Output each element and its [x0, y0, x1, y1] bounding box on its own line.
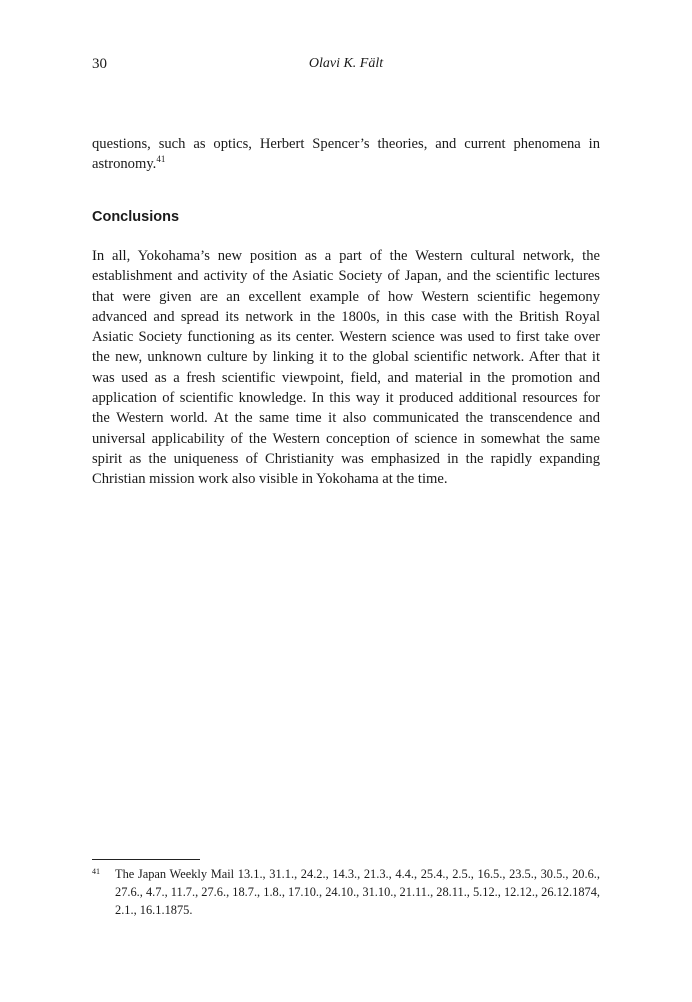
footnote — [92, 865, 600, 919]
footnote-divider — [92, 859, 200, 860]
paragraph-continued — [92, 134, 600, 175]
footnote-reference[interactable]: 41 — [156, 154, 166, 165]
running-head: Olavi K. Fält — [308, 56, 384, 71]
footnote-text: The Japan Weekly Mail 13.1., 31.1., 24.2., 14.3., 21.3., 4.4., 25.4., 2.5., 16.5., 23.5., 30.5., 20.6., 27.6., 4.7., 11.7., 27.6., 18.7., 1.8., 17.10., 24.10., 31.10., 21.11., 28.11., 5.12., 12.12., 26.12.1874, 2.1., 16.1.1875. — [115, 867, 600, 917]
section-heading: Conclusions — [92, 209, 180, 225]
footnote-marker: 41 — [92, 867, 100, 876]
paragraph-continued-text: questions, such as optics, Herbert Spencer’s theories, and current phenomena in astronomy. — [92, 136, 600, 173]
page-number: 30 — [92, 56, 107, 72]
conclusions-paragraph: In all, Yokohama’s new position as a part of the Western cultural network, the establishment and activity of the Asiatic Society of Japan, and the scientific lectures that were given are an excellent example of how Western scientific hegemony advanced and spread its network in the 1800s, in this case with the British Royal Asiatic Society functioning as its center. Western science was used to first take over the new, unknown culture by linking it to the global scientific network. After that it was used as a fresh scientific viewpoint, field, and material in the promotion and application of scientific knowledge. In this way it produced additional resources for the Western world. At the same time it also communicated the transcendence and universal applicability of the Western conception of science in somewhat the same spirit as the uniqueness of Christianity was emphasized in the rapidly expanding Christian mission work also visible in Yokohama at the time. — [92, 248, 600, 488]
